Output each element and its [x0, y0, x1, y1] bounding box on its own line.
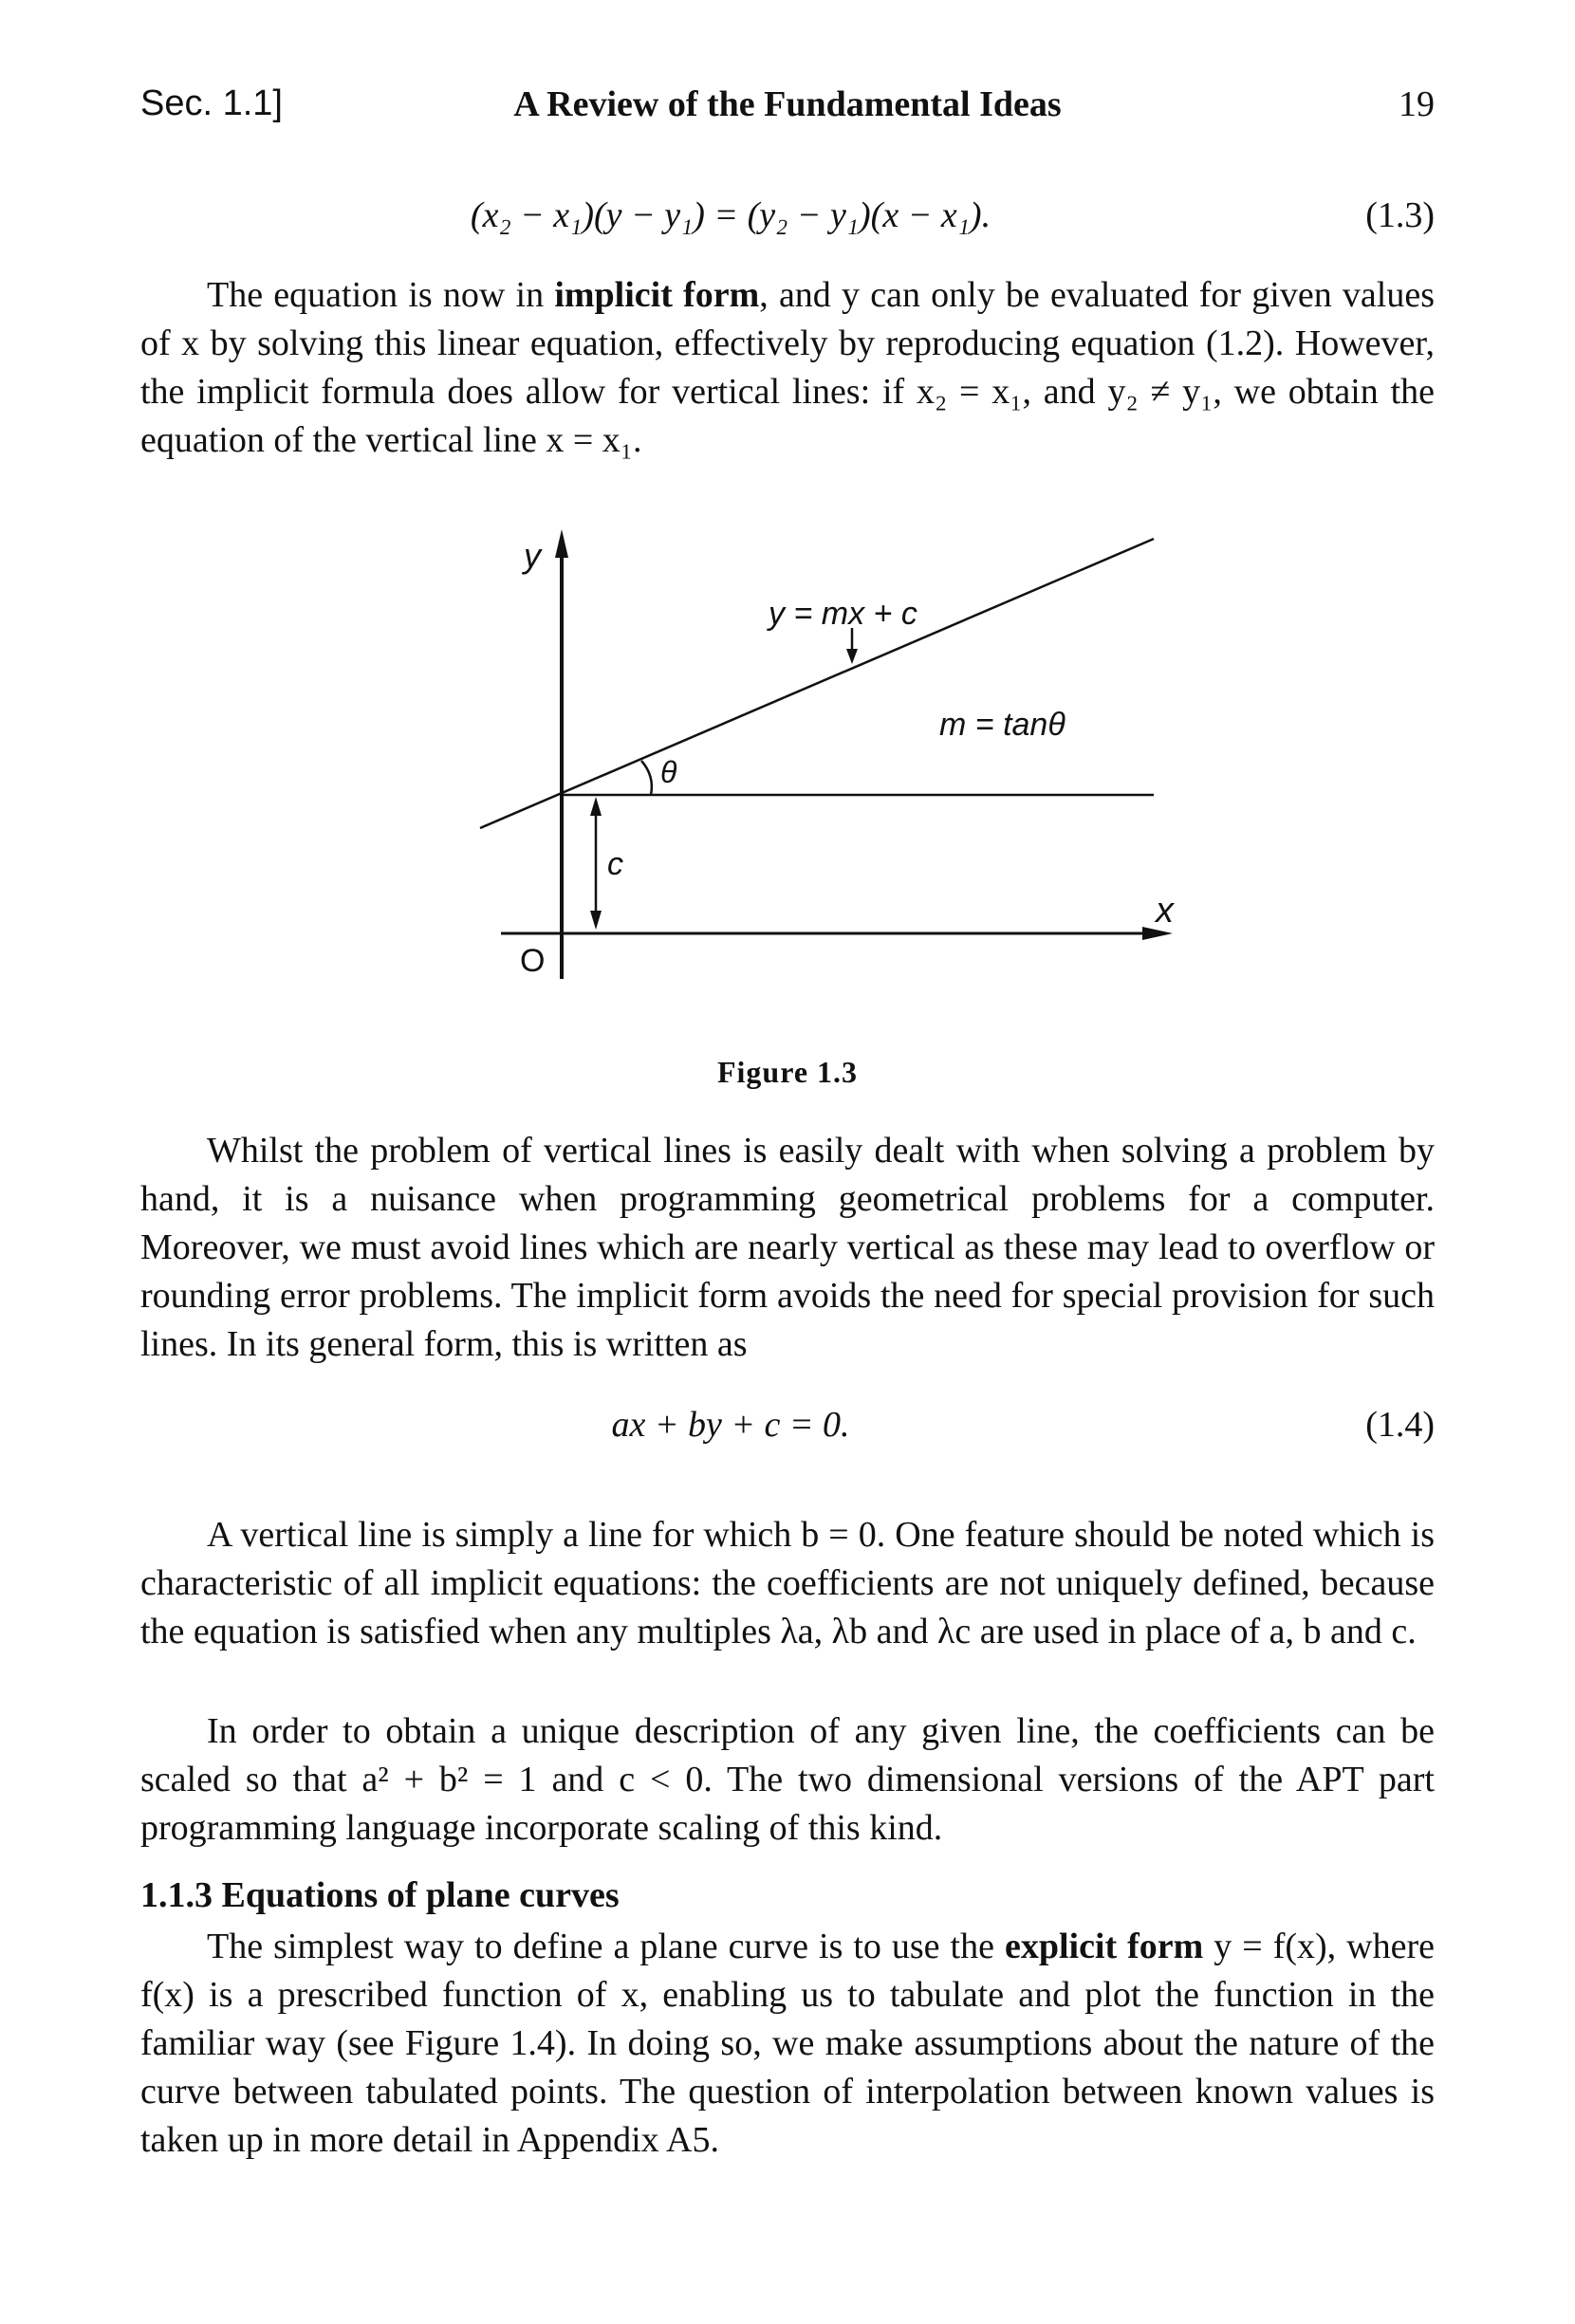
- equation-1-4: [140, 1404, 1435, 1451]
- page-number: 19: [1399, 84, 1435, 124]
- pointer-arrow-head: [846, 649, 858, 664]
- paragraph-scaling: [140, 1707, 1435, 1853]
- section-label: Sec. 1.1]: [140, 83, 283, 123]
- y-axis-arrowhead: [555, 529, 568, 558]
- paragraph-explicit-form-b: y = f(x), where f(x) is a prescribed function of x, enabling us to tabulate and plot the function in the familiar way (see Figure 1.4). In doing so, we make assumptions about the nature of the curve between tabulated points. The question of interpolation between known values is taken up in more detail in Appendix A5.: [140, 1927, 1435, 2160]
- angle-arc: [641, 761, 652, 795]
- equation-1-3-number: (1.3): [1365, 195, 1435, 235]
- subsection-heading: 1.1.3 Equations of plane curves: [140, 1875, 620, 1915]
- angle-label: θ: [660, 755, 677, 789]
- y-axis-label: y: [524, 536, 541, 575]
- origin-label: O: [520, 943, 546, 979]
- paragraph-explicit-form-a: The simplest way to define a plane curve is to use the: [207, 1927, 1005, 1966]
- equation-1-4-number: (1.4): [1365, 1405, 1435, 1445]
- chapter-title: A Review of the Fundamental Ideas: [513, 84, 1062, 124]
- paragraph-coefficients: [140, 1511, 1435, 1656]
- paragraph-implicit-form-a: The equation is now in: [207, 275, 555, 315]
- paragraph-vertical-lines-text: Whilst the problem of vertical lines is easily dealt with when solving a problem by hand, it is a nuisance when programming geometrical problems for a computer. Moreover, we must avoid lines which are nearly vertical as these may lead to overflow or rounding error problems. The implicit form avoids the need for special provision for such lines. In its general form, this is written as: [140, 1131, 1435, 1364]
- keyword-explicit-form: explicit form: [1004, 1927, 1204, 1966]
- equation-1-4-body: ax + by + c = 0.: [611, 1405, 850, 1445]
- equation-1-3: [140, 194, 1435, 242]
- paragraph-explicit-form: [140, 1923, 1435, 2165]
- slope-equation-label: m = tanθ: [939, 707, 1065, 743]
- figure-1-3: [0, 512, 1575, 1024]
- paragraph-scaling-text: In order to obtain a unique description of any given line, the coefficients can be scaled so that a² + b² = 1 and c < 0. The two dimensional versions of the APT part programming language incorporate scaling of this kind.: [140, 1711, 1435, 1848]
- figure-caption: Figure 1.3: [716, 1055, 859, 1089]
- paragraph-implicit-form: [140, 271, 1435, 465]
- keyword-implicit-form: implicit form: [554, 275, 760, 315]
- intercept-arrow-bottom: [590, 911, 602, 930]
- paragraph-implicit-form-b: , and y can only be evaluated for given values of x by solving this linear equation, effectively by reproducing equation (1.2). However, the implicit formula does allow for vertical lines: if x₂ = x₁, and y₂ ≠ y₁, we obtain the equation of the vertical line x = x₁.: [140, 275, 1435, 460]
- paragraph-coefficients-text: A vertical line is simply a line for which b = 0. One feature should be noted which is characteristic of all implicit equations: the coefficients are not uniquely defined, because the equation is satisfied when any multiples λa, λb and λc are used in place of a, b and c.: [140, 1515, 1435, 1651]
- running-header: [140, 83, 1435, 131]
- paragraph-vertical-lines: [140, 1127, 1435, 1369]
- intercept-label: c: [607, 846, 623, 882]
- sloped-line: [480, 539, 1154, 828]
- intercept-arrow-top: [590, 797, 602, 816]
- line-equation-label: y = mx + c: [769, 596, 917, 632]
- equation-1-3-body: (x₂ − x₁)(y − y₁) = (y₂ − y₁)(x − x₁).: [470, 195, 991, 235]
- x-axis-label: x: [1156, 891, 1174, 931]
